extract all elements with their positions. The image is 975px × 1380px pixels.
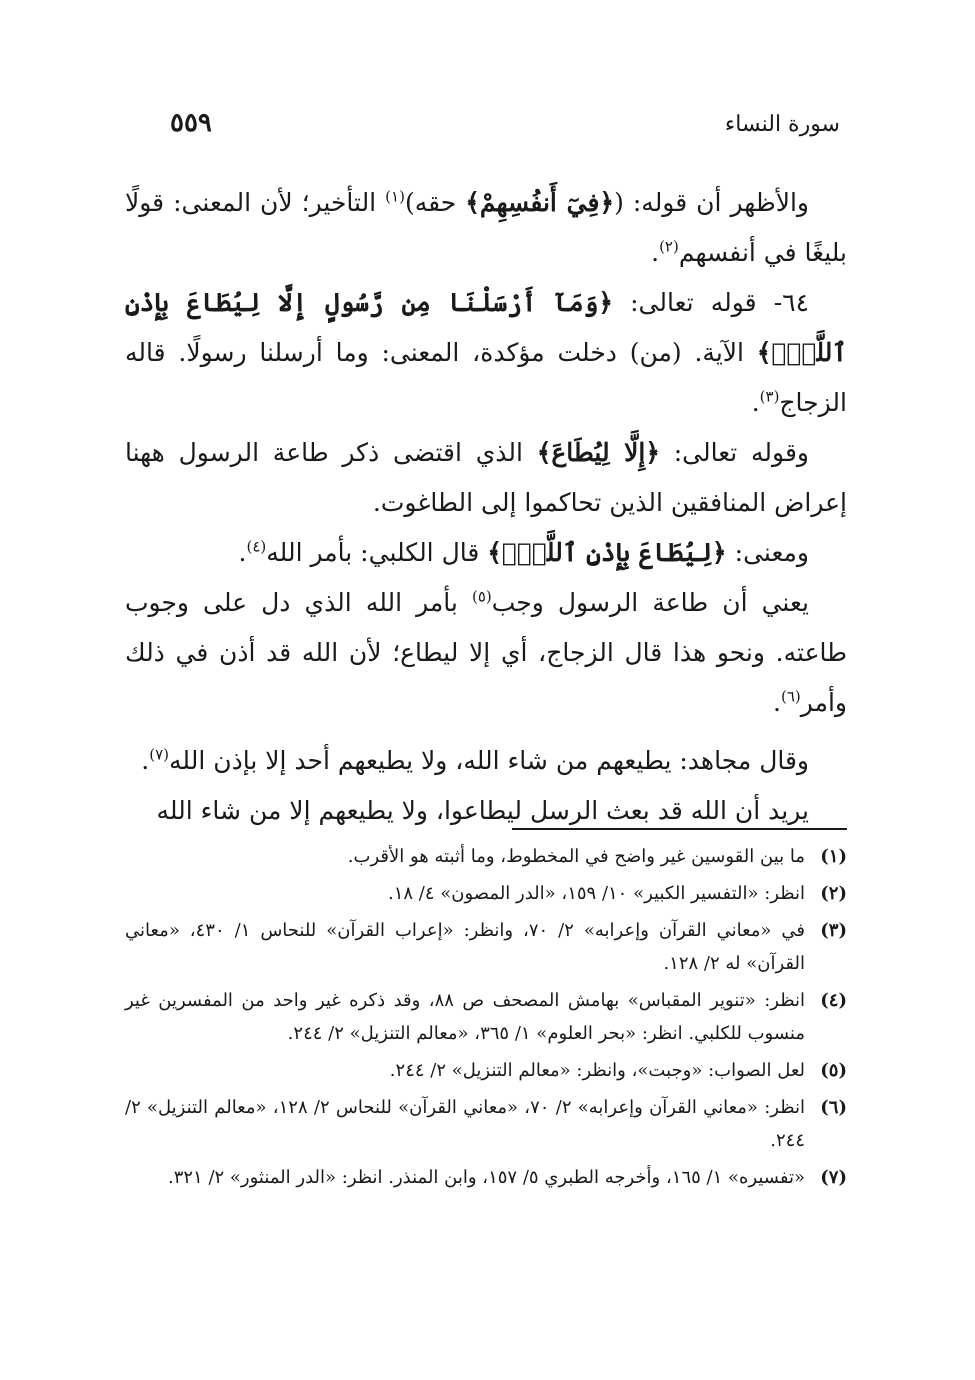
footnote-item bbox=[125, 1161, 847, 1194]
footnote-item bbox=[125, 984, 847, 1050]
main-text bbox=[125, 178, 847, 836]
footnote-ref: (٥) bbox=[471, 587, 492, 606]
paragraph-1 bbox=[125, 178, 847, 278]
footnote-item bbox=[125, 840, 847, 873]
quran-quote: ﴿إِلَّا لِيُطَاعَ﴾ bbox=[536, 438, 660, 467]
quran-quote: ﴿لِيُطَاعَ بِإِذْنِ ٱللَّهِۚ﴾ bbox=[487, 538, 727, 567]
text-run: . bbox=[141, 746, 150, 775]
text-run: التأخير؛ لأن المعنى: قولًا بليغًا في أنفسهم bbox=[125, 188, 847, 267]
footnote-text: «تفسيره» ١/ ١٦٥، وأخرجه الطبري ٥/ ١٥٧، وابن المنذر. انظر: «الدر المنثور» ٢/ ٣٢١. bbox=[167, 1167, 805, 1188]
text-run: بأمر الله الذي دل على وجوب طاعته. ونحو هذا قال الزجاج، أي إلا ليطاع؛ لأن الله قد أذن في ذلك وأمر bbox=[125, 588, 847, 717]
footnote-item bbox=[125, 914, 847, 980]
footnote-text: لعل الصواب: «وجبت»، وانظر: «معالم التنزيل» ٢/ ٢٤٤. bbox=[389, 1060, 805, 1081]
text-run: يريد أن الله قد بعث الرسل ليطاعوا، ولا يطيعهم إلا من شاء الله bbox=[156, 796, 809, 825]
page-number: ٥٥٩ bbox=[170, 108, 212, 138]
footnotes bbox=[125, 840, 847, 1198]
footnote-ref: (٣) bbox=[759, 387, 780, 406]
text-run: ٦٤- قوله تعالى: bbox=[613, 288, 809, 317]
text-run: وقوله تعالى: bbox=[659, 438, 809, 467]
footnote-text: انظر: «التفسير الكبير» ١٠/ ١٥٩، «الدر المصون» ٤/ ١٨. bbox=[388, 883, 805, 904]
text-run: وقال مجاهد: يطيعهم من شاء الله، ولا يطيعهم أحد إلا بإذن الله bbox=[169, 746, 809, 775]
text-run: . bbox=[238, 538, 247, 567]
footnote-divider bbox=[512, 828, 847, 830]
footnote-ref: (١) bbox=[385, 187, 405, 206]
text-run: قال الكلبي: بأمر الله bbox=[266, 538, 488, 567]
text-run: يعني أن طاعة الرسول وجب bbox=[491, 588, 809, 617]
text-run: ومعنى: bbox=[726, 538, 809, 567]
footnote-text: ما بين القوسين غير واضح في المخطوط، وما أثبته هو الأقرب. bbox=[347, 846, 805, 867]
text-run: والأظهر أن قوله: ( bbox=[614, 188, 809, 217]
paragraph-5 bbox=[125, 578, 847, 728]
text-run: . bbox=[773, 688, 781, 717]
footnote-number: (٢) bbox=[820, 883, 847, 904]
footnote-item bbox=[125, 877, 847, 910]
footnote-text: انظر: «معاني القرآن وإعرابه» ٢/ ٧٠، «معاني القرآن» للنحاس ٢/ ١٢٨، «معالم التنزيل» ٢/ ٢٤٤. bbox=[125, 1097, 805, 1151]
quran-quote: ﴿فِيٓ أَنفُسِهِمْ﴾ bbox=[465, 188, 615, 217]
paragraph-3 bbox=[125, 428, 847, 528]
footnote-number: (٧) bbox=[820, 1167, 847, 1188]
footnote-ref: (٧) bbox=[149, 745, 170, 764]
footnote-item bbox=[125, 1091, 847, 1157]
footnote-number: (٦) bbox=[820, 1097, 847, 1118]
footnote-item bbox=[125, 1054, 847, 1087]
paragraph-2 bbox=[125, 278, 847, 428]
page-header bbox=[170, 108, 840, 148]
text-run: . bbox=[751, 388, 760, 417]
text-run: الآية. (من) دخلت مؤكدة، المعنى: وما أرسلنا رسولًا. قاله الزجاج bbox=[125, 338, 847, 417]
footnote-ref: (٦) bbox=[781, 687, 801, 706]
footnote-text: في «معاني القرآن وإعرابه» ٢/ ٧٠، وانظر: «إعراب القرآن» للنحاس ١/ ٤٣٠، «معاني القرآن» له ٢/ ١٢٨. bbox=[125, 920, 805, 974]
footnote-text: انظر: «تنوير المقباس» بهامش المصحف ص ٨٨، وقد ذكره غير واحد من المفسرين غير منسوب للكلبي. انظر: «بحر العلوم» ١/ ٣٦٥، «معالم التنزيل» ٢/ ٢٤٤. bbox=[125, 990, 805, 1044]
footnote-number: (٣) bbox=[820, 920, 847, 941]
surah-title: سورة النساء bbox=[724, 112, 840, 137]
footnote-ref: (٤) bbox=[246, 537, 267, 556]
text-run: الذي اقتضى ذكر طاعة الرسول ههنا إعراض المنافقين الذين تحاكموا إلى الطاغوت. bbox=[125, 438, 847, 517]
quran-quote: ﴿وَمَآ أَرْسَلْنَا مِن رَّسُولٍ إِلَّا لِيُطَاعَ بِإِذْنِ ٱللَّهِۚ﴾ bbox=[125, 288, 847, 367]
footnote-number: (٤) bbox=[820, 990, 847, 1011]
paragraph-6 bbox=[125, 736, 847, 786]
paragraph-4 bbox=[125, 528, 847, 578]
footnote-number: (١) bbox=[820, 846, 847, 867]
footnote-number: (٥) bbox=[820, 1060, 847, 1081]
text-run: حقه) bbox=[404, 188, 466, 217]
footnote-ref: (٢) bbox=[659, 237, 679, 256]
text-run: . bbox=[651, 238, 660, 267]
